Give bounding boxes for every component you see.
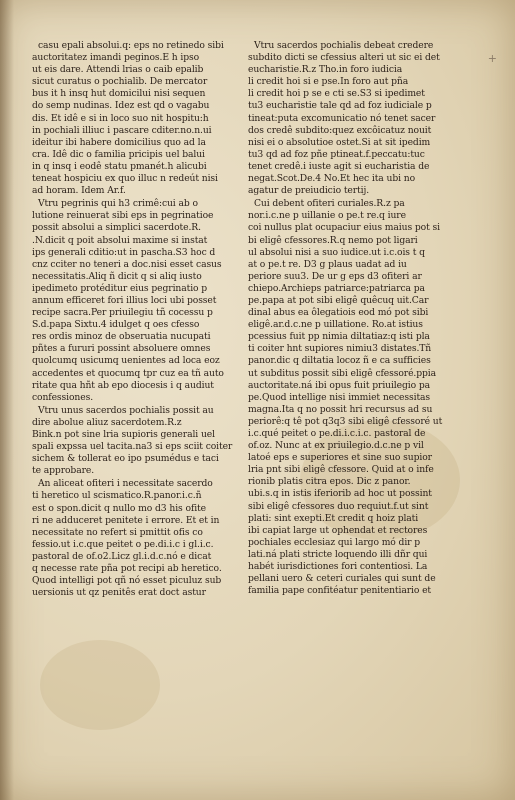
text-line: ubi.s.q in istis iferiorib ad hoc ut possint bbox=[248, 488, 432, 500]
text-line: dos credê subdito:quez excôicatuz nouit bbox=[248, 124, 432, 136]
text-line: agatur de preiudicio tertij. bbox=[248, 185, 370, 197]
text-line: necessitate no refert si pmittit ofis co bbox=[32, 526, 203, 538]
text-line: cra. Idê dic o familia pricipis uel balui bbox=[32, 148, 205, 160]
text-line: tineat:puta excomunicatio nó tenet sacer bbox=[248, 112, 436, 124]
text-line: in pochiali illiuc i pascare cditer.no.n.ui bbox=[32, 124, 212, 136]
text-line: pe.papa at pot sibi eligê quêcuq uit.Car bbox=[248, 294, 429, 306]
text-line: Bink.n pot sine lria supioris generali uel bbox=[32, 429, 215, 440]
text-paragraph bbox=[32, 478, 244, 599]
text-line: ipedimeto protéditur eius pegrinatio p bbox=[32, 282, 208, 294]
text-line: sicut curatus o pochialib. De mercator bbox=[32, 76, 208, 88]
text-line: lria pnt sibi eligê cfessore. Quid at o infe bbox=[248, 464, 434, 476]
margin-note: + bbox=[487, 52, 497, 65]
text-line: pe.Quod intellige nisi immiet necessitas bbox=[248, 391, 431, 403]
text-line: nor.i.c.ne p uillanie o pe.t re.q iure bbox=[248, 210, 406, 222]
text-line: dinal abus ea ôlegatiois eod mó pot sibi bbox=[248, 307, 429, 319]
paper-stain bbox=[40, 640, 160, 730]
text-line: ri ne adduceret penitete i errore. Et et in bbox=[32, 514, 220, 526]
text-line: panor.dic q diltatia locoz ñ e ca sufficies bbox=[248, 355, 431, 367]
text-line: ti heretico ul scismatico.R.panor.i.c.ñ bbox=[32, 490, 202, 502]
text-paragraph bbox=[248, 40, 460, 197]
text-line: nisi ei o absolutioe ostet.Si at sit ipedim bbox=[248, 136, 431, 148]
text-line: sibi eligê cfessores duo requiut.f.ut sint bbox=[248, 500, 429, 512]
text-line: te approbare. bbox=[32, 465, 95, 477]
text-line: pñtes a fururi possint absoluere omnes bbox=[32, 343, 211, 355]
text-line: pcessius fuit pp nimia diltatiaz:q isti pla bbox=[248, 331, 430, 343]
text-line: accedentes et quocumq tpr cuz ea tñ auto bbox=[32, 367, 224, 379]
text-line: ul absolui nisi a suo iudice.ut i.c.ois t q bbox=[248, 246, 425, 258]
text-line: confessiones. bbox=[32, 391, 94, 403]
text-line: teneat hospiciu ex quo illuc n redeút nisi bbox=[32, 173, 218, 185]
text-line: S.d.papa Sixtu.4 idulget q oes cfesso bbox=[32, 319, 200, 331]
text-line: .N.dicit q poit absolui maxime si instat bbox=[32, 234, 208, 246]
text-line: spali expssa uel tacita.na3 si eps sciit coiter bbox=[32, 441, 233, 453]
text-line: ad horam. Idem Ar.f. bbox=[32, 185, 126, 197]
text-line: Cui debent ofiteri curiales.R.z pa bbox=[254, 198, 405, 210]
text-line: subdito dicti se cfessius alteri ut sic ei det bbox=[248, 52, 440, 64]
text-line: Quod intelligi pot qñ nó esset piculuz sub bbox=[32, 575, 222, 587]
text-line: ibi capiat large ut ophendat et rectores bbox=[248, 524, 428, 536]
text-line: tenet credê.i iuste agit si eucharistia de bbox=[248, 160, 430, 172]
text-line: eligê.ar.d.c.ne p uillatione. Ro.at istius bbox=[248, 319, 423, 331]
text-line: bi eligê cfessores.R.q nemo pot ligari bbox=[248, 234, 418, 246]
text-line: habét iurisdictiones fori contentiosi. La bbox=[248, 561, 428, 573]
text-line: coi nullus plat ocupaciur eius maius pot si bbox=[248, 222, 440, 234]
text-line: tu3 qd ad foz pñe ptineat.f.peccatu:tuc bbox=[248, 148, 425, 160]
text-line: An aliceat ofiteri i necessitate sacerdo bbox=[38, 478, 213, 490]
text-line: ti coiter hnt supiores nimiu3 distates.Tñ bbox=[248, 343, 432, 355]
text-line: ritate qua hñt ab epo diocesis i q audiut bbox=[32, 379, 214, 391]
text-line: do semp nudinas. Idez est qd o vagabu bbox=[32, 100, 210, 112]
text-line: plati: sint exepti.Et credit q hoiz plati bbox=[248, 512, 419, 524]
text-line: quolcumq usicumq uenientes ad loca eoz bbox=[32, 355, 220, 367]
text-line: est o spon.dicit q nullo mo d3 his ofite bbox=[32, 502, 206, 514]
right-text-column bbox=[248, 40, 460, 598]
text-line: periorê:q tê pot q3q3 sibi eligê cfessoré ut bbox=[248, 415, 443, 427]
text-line: dire abolue aliuz sacerdotem.R.z bbox=[32, 416, 182, 428]
text-line: tu3 eucharistie tale qd ad foz iudiciale p bbox=[248, 100, 432, 112]
binding-shadow bbox=[0, 0, 14, 800]
text-line: Vtru unus sacerdos pochialis possit au bbox=[38, 404, 214, 416]
text-line: magna.Ita q no possit hri recursus ad su bbox=[248, 403, 433, 415]
text-line: fessio.ut i.c.que peitet o pe.di.i.c i gl.i.c. bbox=[32, 538, 214, 550]
text-line: casu epali absolui.q: eps no retinedo sibi bbox=[38, 40, 224, 51]
text-line: pellani uero & ceteri curiales qui sunt de bbox=[248, 573, 436, 585]
text-line: possit absolui a simplici sacerdote.R. bbox=[32, 222, 201, 234]
text-line: familia pape confitéatur penitentiario et bbox=[248, 585, 432, 597]
text-line: ut eis dare. Attendi lrias o caib epalib bbox=[32, 64, 204, 76]
text-line: ut subditus possit sibi eligê cfessoré.ppia bbox=[248, 367, 437, 379]
text-line: q necesse rate pña pot recipi ab heretico. bbox=[32, 563, 222, 575]
text-line: in q insq i eodê statu pmanét.h alicubi bbox=[32, 160, 207, 172]
text-line: pochiales ecclesiaz qui largo mó dir p bbox=[248, 536, 421, 548]
text-paragraph bbox=[32, 40, 244, 197]
text-line: latoé eps e superiores et sine suo supior bbox=[248, 452, 432, 464]
text-paragraph bbox=[32, 198, 244, 404]
text-line: ideitur ibi habere domicilius quo ad la bbox=[32, 136, 206, 148]
text-line: chiepo.Archieps patriarce:patriarca pa bbox=[248, 282, 425, 294]
text-line: periore suu3. De ur g eps d3 ofiteri ar bbox=[248, 270, 422, 282]
text-line: uersionis ut qz penitês erat doct astur bbox=[32, 587, 206, 599]
text-line: recipe sacra.Per priuilegiu tñ cocessu p bbox=[32, 307, 213, 319]
text-line: ips generali cditio:ut in pascha.S3 hoc d bbox=[32, 246, 216, 258]
text-paragraph bbox=[248, 198, 460, 597]
text-line: annum efficeret fori illius loci ubi posset bbox=[32, 294, 217, 306]
text-line: auctoritatez imandi peginos.E h ipso bbox=[32, 52, 200, 64]
text-line: res ordis minoz de obseruatia nucupati bbox=[32, 331, 211, 343]
text-line: of.oz. Nunc at ex priuilegio.d.c.ne p vil bbox=[248, 440, 424, 452]
text-line: bus it h insq hut domicilui nisi sequen bbox=[32, 88, 206, 100]
text-line: pastoral de of.o2.Licz gl.i.d.c.nó e dicat bbox=[32, 550, 212, 562]
text-line: li credit hoi p se e cti se.S3 si ipedimet bbox=[248, 88, 425, 100]
text-line: i.c.qué peitet o pe.di.i.c.i.c. pastoral de bbox=[248, 428, 426, 439]
text-line: lati.ná plati stricte loquendo illi dñr qui bbox=[248, 548, 428, 560]
text-line: at o pe.t re. D3 g plaus uadat ad iu bbox=[248, 258, 407, 270]
text-line: li credit hoi si e pse.In foro aut pña bbox=[248, 76, 409, 88]
text-line: necessitatis.Aliq ñ dicit q si aliq iusto bbox=[32, 270, 202, 282]
text-line: auctoritate.ná ibi opus fuit priuilegio pa bbox=[248, 379, 431, 391]
text-line: sichem & tollerat eo ipo psumédus e taci bbox=[32, 453, 219, 465]
text-line: eucharistie.R.z Tho.in foro iudicia bbox=[248, 64, 403, 76]
text-line: lutione reinuerat sibi eps in pegrinatioe bbox=[32, 210, 214, 222]
text-line: Vtru sacerdos pochialis debeat credere bbox=[254, 40, 434, 51]
left-text-column bbox=[32, 40, 244, 600]
text-line: cnz cciter no teneri a doc.nisi esset casus bbox=[32, 258, 222, 270]
text-line: negat.Scot.De.4 No.Et hec ita ubi no bbox=[248, 173, 416, 185]
text-paragraph bbox=[32, 405, 244, 478]
text-line: rionib platis citra epos. Dic z panor. bbox=[248, 476, 411, 488]
text-line: Vtru pegrinis qui h3 crimê:cui ab o bbox=[38, 198, 198, 210]
text-line: dis. Et idê e si in loco suo nit hospitu:h bbox=[32, 112, 209, 124]
